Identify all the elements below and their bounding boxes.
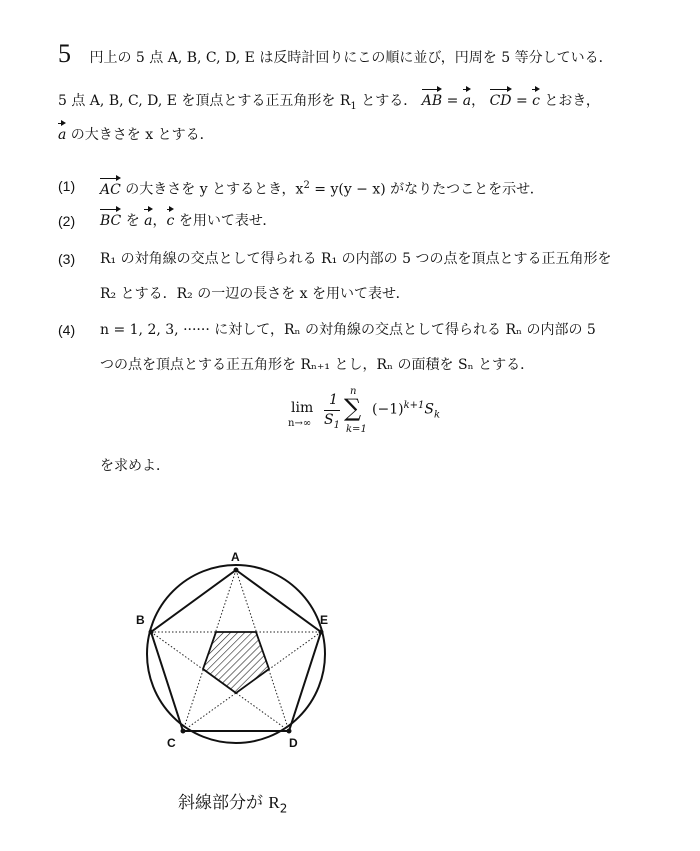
lim-text: lim — [291, 400, 314, 416]
vector-a-3: a — [144, 213, 153, 229]
r1-subscript: 1 — [350, 100, 357, 112]
caption-text: 斜線部分が — [178, 793, 269, 813]
figure-caption — [178, 788, 287, 815]
fraction-numerator: 1 — [329, 392, 338, 408]
caption-r: R — [268, 793, 280, 812]
vector-a: a — [462, 93, 472, 109]
pentagon-r2-hatched — [203, 632, 269, 693]
sum-lower-limit: k=1 — [346, 424, 367, 435]
sum-term: $(-1)^{k+1}S_k$ — [372, 400, 441, 421]
question-3-label: (3) — [58, 251, 76, 267]
vector-bc: BC — [100, 213, 122, 229]
label-e: E — [320, 613, 329, 627]
label-c: C — [167, 736, 176, 750]
vector-ab: AB — [421, 93, 443, 109]
label-a: A — [231, 550, 240, 564]
question-4-line-3: を求めよ． — [100, 458, 170, 474]
question-2-label: (2) — [58, 213, 76, 229]
question-4-label: (4) — [58, 322, 76, 338]
problem-line-2: 5 点 A, B, C, D, E を頂点とする正五角形を $R_1$ とする． AB = a， CD = c とおき， — [58, 93, 600, 112]
vector-a-2: a — [58, 127, 67, 143]
vector-ac: AC — [100, 181, 121, 198]
vector-c: c — [532, 93, 540, 109]
question-3-line-2: R₂ とする．R₂ の一辺の長さを x を用いて表せ． — [100, 286, 410, 302]
question-1-pre: の大きさを y とするとき，x — [120, 181, 304, 198]
sum-upper-limit: n — [350, 386, 357, 397]
question-1-post: = y(y − x) がなりたつことを示せ． — [309, 181, 544, 198]
fraction-denominator: $S_1$ — [324, 412, 340, 431]
question-3-line-1: R₁ の対角線の交点として得られる R₁ の内部の 5 つの点を頂点とする正五角形を — [100, 251, 612, 267]
question-4-line-2: つの点を頂点とする正五角形を Rₙ₊₁ とし，Rₙ の面積を Sₙ とする． — [100, 357, 535, 373]
label-d: D — [289, 736, 298, 750]
question-2-mid2: ， — [152, 213, 167, 229]
problem-number: 5 — [58, 39, 71, 68]
intro-text-2-mid: とする． — [356, 93, 418, 109]
vector-c-2: c — [166, 213, 175, 229]
caption-subscript: 2 — [279, 801, 288, 816]
vector-cd: CD — [489, 93, 512, 109]
question-1-sup: 2 — [303, 180, 310, 191]
intro-text-3: の大きさを x とする． — [66, 127, 214, 143]
question-2-post: を用いて表せ． — [174, 213, 277, 229]
intro-text-1: 円上の 5 点 A, B, C, D, E は反時計回りにこの順に並び，円周を 5 等分している． — [89, 50, 613, 66]
intro-text-2-post: とおき， — [539, 93, 600, 109]
label-b: B — [136, 613, 145, 627]
intro-text-2: 5 点 A, B, C, D, E を頂点とする正五角形を R — [58, 93, 351, 109]
question-2-mid1: を — [121, 213, 145, 229]
lim-subscript: n→∞ — [288, 418, 312, 429]
question-1-label: (1) — [58, 178, 76, 194]
sum-sign: ∑ — [344, 394, 362, 422]
question-4-line-1: n = 1, 2, 3, ······ に対して，Rₙ の対角線の交点として得られる Rₙ の内部の 5 — [100, 322, 596, 338]
